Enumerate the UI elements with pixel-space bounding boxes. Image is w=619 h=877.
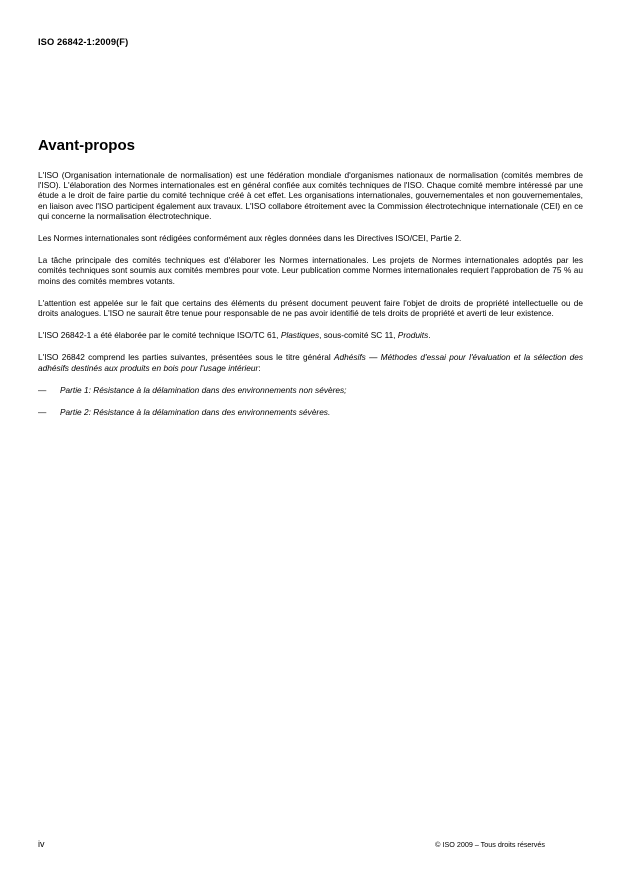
prepared-by-text: , sous-comité SC 11, bbox=[319, 330, 398, 341]
part-1-title: Partie 1: Résistance à la délamination dans des environnements non sévères; bbox=[60, 384, 347, 395]
document-id-header: ISO 26842-1:2009(F) bbox=[38, 37, 129, 47]
dash-marker: — bbox=[38, 384, 47, 395]
committee-name: Plastiques bbox=[280, 330, 320, 341]
prepared-by-text: L'ISO 26842-1 a été élaborée par le comité technique ISO/TC 61, bbox=[38, 330, 281, 341]
paragraph-technical-committees: La tâche principale des comités techniques est d'élaborer les Normes internationales. Les projets de Normes internationales adoptés par les comités techniques sont soumis aux comités membres pour vote. Leur publication comme Normes internationales requiert l'approbation de 75 % au moins des comités membres votants. bbox=[38, 255, 583, 286]
copyright-notice: © ISO 2009 – Tous droits réservés bbox=[435, 840, 545, 849]
paragraph-iso-organisation: L'ISO (Organisation internationale de normalisation) est une fédération mondiale d'organismes nationaux de normalisation (comités membres de l'ISO). L'élaboration des Normes internationales est en général confiée aux comités techniques de l'ISO. Chaque comité membre intéressé par une étude a le droit de faire partie du comité technique créé à cet effet. Les organisations internationales, gouvernementales et non gouvernementales, en liaison avec l'ISO participent également aux travaux. L'ISO collabore étroitement avec la Commission électrotechnique internationale (CEI) en ce qui concerne la normalisation électrotechnique. bbox=[38, 170, 583, 221]
general-title: Adhésifs — Méthodes d'essai pour l'évaluation et la sélection des adhésifs destinés aux produits en bois pour l'usage intérieur bbox=[38, 352, 583, 373]
list-item-part-1 bbox=[38, 385, 583, 395]
subcommittee-name: Produits bbox=[397, 330, 429, 341]
paragraph-directives: Les Normes internationales sont rédigées conformément aux règles données dans les Directives ISO/CEI, Partie 2. bbox=[38, 233, 462, 244]
list-item-part-2 bbox=[38, 407, 583, 417]
section-title: Avant-propos bbox=[38, 137, 135, 154]
dash-marker: — bbox=[38, 407, 47, 418]
part-2-title: Partie 2: Résistance à la délamination dans des environnements sévères. bbox=[60, 407, 331, 418]
page-number: iv bbox=[38, 839, 45, 849]
paragraph-parts-intro bbox=[38, 352, 583, 372]
parts-intro-text: L'ISO 26842 comprend les parties suivantes, présentées sous le titre général bbox=[38, 352, 334, 363]
paragraph-patent-rights: L'attention est appelée sur le fait que certains des éléments du présent document peuvent faire l'objet de droits de propriété intellectuelle ou de droits analogues. L'ISO ne saurait être tenue pour responsable de ne pas avoir identifié de tels droits de propriété et averti de leur existence. bbox=[38, 297, 583, 319]
foreword-body bbox=[38, 170, 583, 429]
parts-intro-text: : bbox=[258, 362, 261, 373]
prepared-by-text: . bbox=[428, 330, 431, 341]
paragraph-prepared-by bbox=[38, 330, 583, 340]
